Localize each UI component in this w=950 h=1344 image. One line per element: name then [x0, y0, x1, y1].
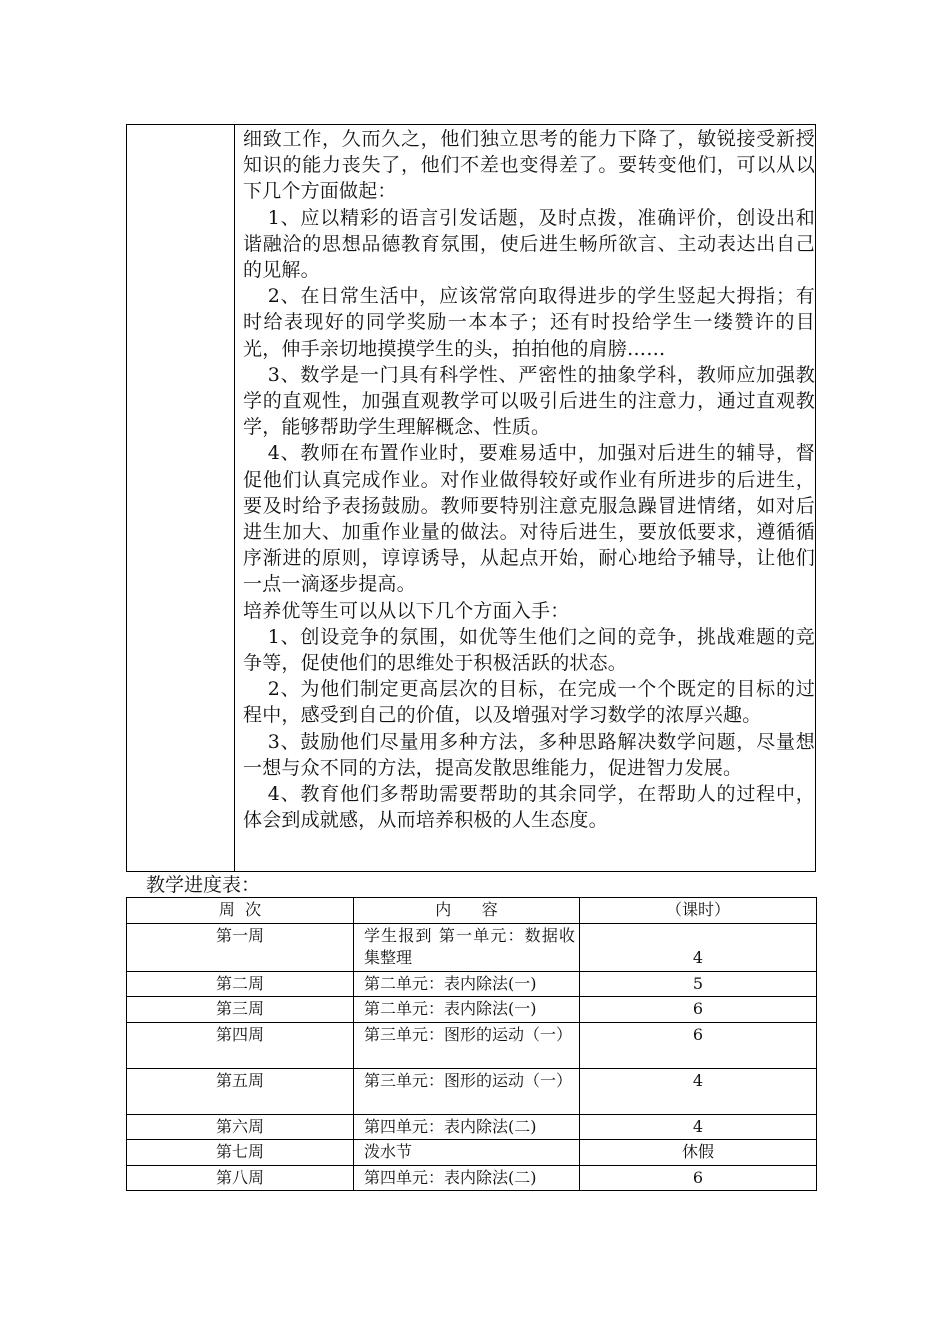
- schedule-week-cell: 第六周: [127, 1114, 354, 1140]
- header-hours: （课时）: [580, 898, 817, 924]
- schedule-hours-cell: 6: [580, 1165, 817, 1191]
- schedule-content-cell: 第二单元：表内除法(一): [354, 971, 580, 997]
- strategy-paragraph: 2、为他们制定更高层次的目标，在完成一个个既定的目标的过程中，感受到自己的价值，以及增强对学习数学的浓厚兴趣。: [243, 678, 815, 727]
- strategy-paragraph: 4、教育他们多帮助需要帮助的其余同学，在帮助人的过程中，体会到成就感，从而培养积极的人生态度。: [243, 783, 815, 832]
- schedule-table: [126, 897, 817, 1191]
- schedule-week-cell: 第四周: [127, 1022, 354, 1068]
- schedule-hours-cell: 4: [580, 1114, 817, 1140]
- schedule-hours-cell: 6: [580, 997, 817, 1023]
- schedule-row: [127, 997, 817, 1023]
- schedule-row: [127, 1022, 817, 1068]
- schedule-caption: 教学进度表：: [146, 874, 261, 896]
- strategy-text-cell: [235, 125, 815, 871]
- strategy-paragraph: 1、创设竞争的氛围，如优等生他们之间的竞争，挑战难题的竞争等，促使他们的思维处于积极活跃的状态。: [243, 625, 815, 675]
- strategy-paragraph: 培养优等生可以从以下几个方面入手：: [243, 599, 570, 622]
- schedule-hours-cell: 6: [580, 1022, 817, 1068]
- schedule-hours-cell: 4: [580, 1068, 817, 1114]
- header-content: 内 容: [354, 898, 580, 924]
- schedule-row: [127, 1165, 817, 1191]
- schedule-content-cell: 第四单元：表内除法(二): [354, 1114, 580, 1140]
- schedule-row: [127, 923, 817, 971]
- schedule-week-cell: 第二周: [127, 971, 354, 997]
- schedule-header-row: [127, 898, 817, 924]
- strategy-paragraph: 细致工作，久而久之，他们独立思考的能力下降了，敏锐接受新授知识的能力丧失了，他们不差也变得差了。要转变他们，可以从以下几个方面做起：: [243, 128, 815, 203]
- strategy-paragraph: 4、教师在布置作业时，要难易适中，加强对后进生的辅导，督促他们认真完成作业。对作业做得较好或作业有所进步的后进生，要及时给予表扬鼓励。教师要特别注意克服急躁冒进情绪，如对后进生加大、加重作业量的做法。对待后进生，要放低要求，遵循循序渐进的原则，谆谆诱导，从起点开始，耐心地给予辅导，让他们一点一滴逐步提高。: [243, 442, 815, 596]
- schedule-content-cell: 泼水节: [354, 1140, 580, 1166]
- schedule-row: [127, 1068, 817, 1114]
- strategy-paragraph: 1、应以精彩的语言引发话题，及时点拨，准确评价，创设出和谐融洽的思想品德教育氛围，使后进生畅所欲言、主动表达出自己的见解。: [243, 206, 815, 282]
- schedule-row: [127, 1140, 817, 1166]
- schedule-week-cell: 第七周: [127, 1140, 354, 1166]
- strategy-label-cell: [127, 125, 235, 871]
- header-week: 周 次: [127, 898, 354, 924]
- schedule-week-cell: 第三周: [127, 997, 354, 1023]
- schedule-content-cell: 第二单元：表内除法(一): [354, 997, 580, 1023]
- schedule-content-cell: 学生报到 第一单元：数据收集整理: [354, 923, 580, 971]
- schedule-week-cell: 第八周: [127, 1165, 354, 1191]
- strategy-table: [126, 124, 816, 872]
- schedule-content-cell: 第三单元：图形的运动（一）: [354, 1068, 580, 1114]
- schedule-week-cell: 第五周: [127, 1068, 354, 1114]
- schedule-content-cell: 第三单元：图形的运动（一）: [354, 1022, 580, 1068]
- strategy-paragraph: 3、鼓励他们尽量用多种方法，多种思路解决数学问题，尽量想一想与众不同的方法，提高发散思维能力，促进智力发展。: [243, 730, 815, 779]
- schedule-row: [127, 1114, 817, 1140]
- schedule-hours-cell: 5: [580, 971, 817, 997]
- strategy-paragraph: 2、在日常生活中，应该常常向取得进步的学生竖起大拇指；有时给表现好的同学奖励一本本子；还有时投给学生一缕赞许的目光，伸手亲切地摸摸学生的头，拍拍他的肩膀……: [243, 285, 815, 360]
- schedule-hours-cell: 休假: [580, 1140, 817, 1166]
- schedule-row: [127, 971, 817, 997]
- schedule-week-cell: 第一周: [127, 923, 354, 971]
- schedule-hours-cell: 4: [580, 923, 817, 971]
- strategy-paragraph: 3、数学是一门具有科学性、严密性的抽象学科，教师应加强教学的直观性，加强直观教学可以吸引后进生的注意力，通过直观教学，能够帮助学生理解概念、性质。: [243, 363, 815, 439]
- schedule-content-cell: 第四单元：表内除法(二): [354, 1165, 580, 1191]
